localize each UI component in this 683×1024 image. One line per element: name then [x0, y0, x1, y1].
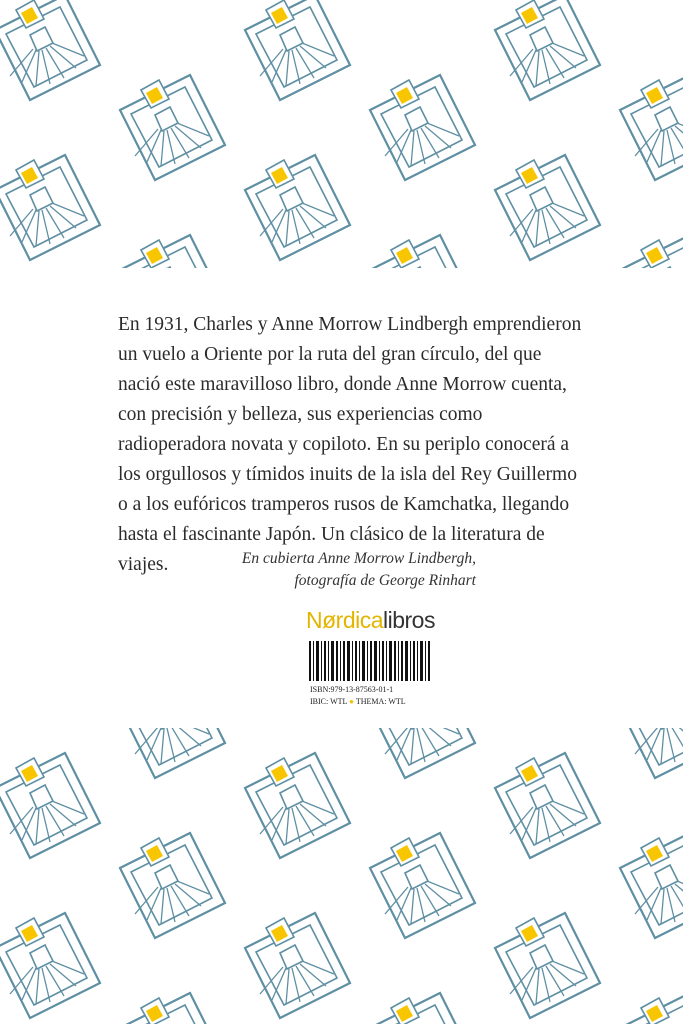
cover-credit [200, 548, 476, 592]
cover-credit-line-1: En cubierta Anne Morrow Lindbergh, [241, 550, 476, 567]
geometric-pattern-bottom [0, 728, 683, 1024]
book-blurb: En 1931, Charles y Anne Morrow Lindbergh emprendieron un vuelo a Oriente por la ruta del gran círculo, del que nació este maravilloso libro, donde Anne Morrow cuenta, con precisión y belleza, sus experiencias como radioperadora novata y copiloto. En su periplo conocerá a los orgullosos y tímidos inuits de la isla del Rey Guillermo o a los eufóricos tramperos rusos de Kamchatka, llegando hasta el fascinante Japón. Un clásico de la literatura de viajes. [118, 314, 582, 575]
pattern-band-bottom [0, 728, 683, 1024]
isbn-number: ISBN:979-13-87563-01-1 [310, 685, 394, 694]
publisher-logo-part-2: libros [383, 607, 435, 633]
barcode-image [309, 641, 431, 681]
back-cover-text-area [0, 268, 683, 728]
ibic-code: IBIC: WTL [310, 697, 348, 706]
cover-credit-line-2: fotografía de George Rinhart [294, 572, 476, 589]
geometric-pattern-top [0, 0, 683, 268]
publisher-logo-part-1: Nørdica [306, 607, 384, 633]
pattern-band-top [0, 0, 683, 268]
separator-dot: ● [349, 697, 354, 706]
subject-codes [310, 696, 470, 708]
publisher-logo [306, 606, 446, 634]
thema-code: THEMA: WTL [355, 697, 406, 706]
